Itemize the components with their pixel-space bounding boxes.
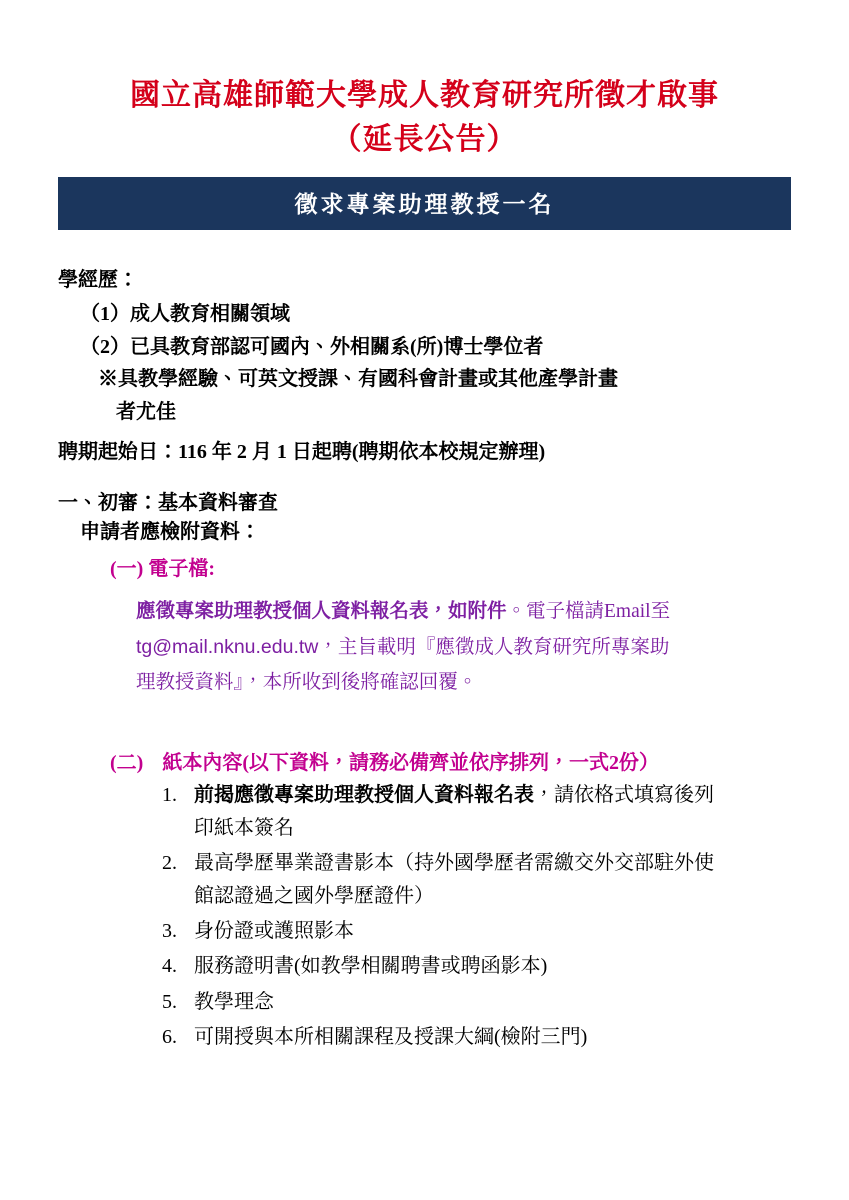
list-item-bold-prefix: 前揭	[194, 784, 234, 807]
document-title-line2: （延長公告）	[331, 122, 518, 156]
part-one-bold-text: 應徵專案助理教授個人資料報名表，如附件	[136, 601, 507, 623]
appointment-date: 聘期起始日：116 年 2 月 1 日起聘(聘期依本校規定辦理)	[58, 440, 546, 463]
list-item-line2: 印紙本簽名	[194, 816, 294, 839]
list-item-text: 服務證明書(如教學相關聘書或聘函影本)	[194, 955, 548, 978]
list-marker: 2.	[162, 852, 177, 875]
list-item	[162, 1021, 791, 1053]
list-marker: 6.	[162, 1026, 177, 1049]
qualifications-list	[80, 298, 791, 363]
part-two-header	[110, 746, 791, 775]
part-one-paragraph	[136, 595, 791, 700]
document-title-line1: 國立高雄師範大學成人教育研究所徵才啟事	[130, 79, 719, 112]
list-item-normal-suffix: ，請依格式填寫後列	[534, 784, 714, 807]
list-marker: 3.	[162, 920, 177, 943]
section-one-subheading: 申請者應檢附資料：	[80, 521, 260, 544]
qualifications-note-line1: ※具教學經驗、可英文授課、有國科會計畫或其他產學計畫	[98, 368, 618, 391]
contact-email: tg@mail.nknu.edu.tw	[136, 636, 319, 659]
part-two-list	[58, 779, 791, 1053]
list-item-text: 可開授與本所相關課程及授課大綱(檢附三門)	[194, 1026, 588, 1049]
part-two-label: (二)	[110, 752, 144, 775]
position-banner: 徵求專案助理教授一名	[58, 177, 791, 230]
section-one-heading: 一、初審：基本資料審查	[58, 492, 278, 515]
list-item	[162, 950, 791, 982]
qualification-item: （2）已具教育部認可國內、外相關系(所)博士學位者	[80, 335, 544, 358]
list-item	[162, 915, 791, 947]
part-one-label: (一) 電子檔:	[110, 558, 215, 581]
qualification-item: （1）成人教育相關領域	[80, 303, 290, 326]
list-item	[162, 847, 791, 912]
list-item-line2: 館認證過之國外學歷證件）	[194, 884, 434, 907]
qualifications-label: 學經歷：	[58, 269, 138, 291]
list-marker: 1.	[162, 784, 177, 807]
list-marker: 5.	[162, 990, 177, 1013]
list-marker: 4.	[162, 955, 177, 978]
qualifications-section	[58, 264, 791, 428]
part-one-normal-text-1: 。電子檔請Email至	[506, 601, 671, 623]
part-two-heading: 紙本內容(以下資料，請務必備齊並依序排列，一式2份）	[162, 752, 659, 775]
part-one-normal-text-2: ，主旨載明『應徵成人教育研究所專案助	[318, 637, 670, 659]
qualifications-note-line2: 者尤佳	[116, 400, 176, 423]
list-item-text: 身份證或護照影本	[194, 920, 354, 943]
list-item-text: 教學理念	[194, 990, 274, 1013]
list-item-bold-mid: 應徵專案助理教授個人資料報名表	[234, 784, 534, 807]
list-item	[162, 986, 791, 1018]
list-item-text: 最高學歷畢業證書影本（持外國學歷者需繳交外交部駐外使	[194, 852, 714, 875]
part-one-normal-text-3: 理教授資料』，本所收到後將確認回覆。	[136, 671, 478, 693]
list-item	[162, 779, 791, 844]
